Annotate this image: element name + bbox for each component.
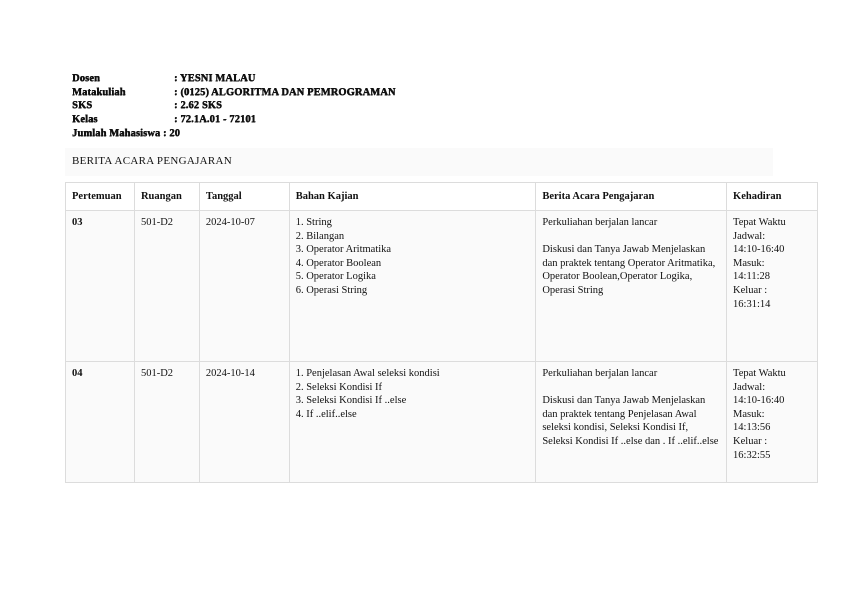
kelas-value: : 72.1A.01 - 72101 xyxy=(174,114,257,126)
jadwal-label: Jadwal: xyxy=(733,381,766,393)
bahan-kajian-cell xyxy=(289,211,536,362)
jumlah-value: : 20 xyxy=(160,127,180,139)
tanggal-cell: 2024-10-07 xyxy=(199,211,289,362)
bahan-item: 2. Bilangan xyxy=(295,230,345,242)
keluar-label: Keluar : xyxy=(733,435,768,447)
dosen-label: Dosen xyxy=(72,73,100,84)
dosen-value: : YESNI MALAU xyxy=(174,73,256,84)
jadwal-value: 14:10-16:40 xyxy=(733,244,785,256)
th-bahan-kajian: Bahan Kajian xyxy=(289,183,536,211)
bahan-kajian-cell xyxy=(289,362,536,483)
bahan-item: 5. Operator Logika xyxy=(295,271,376,283)
header-row-sks xyxy=(72,99,396,113)
bahan-item: 4. Operator Boolean xyxy=(295,257,382,269)
masuk-value: 14:11:28 xyxy=(733,271,770,283)
table-header-row xyxy=(66,183,818,211)
th-ruangan: Ruangan xyxy=(134,183,199,211)
bahan-item: 3. Seleksi Kondisi If ..else xyxy=(295,395,407,407)
table-row xyxy=(66,362,818,483)
kelas-label: Kelas xyxy=(72,114,98,126)
bahan-item: 4. If ..elif..else xyxy=(295,408,357,420)
berita-status: Perkuliahan berjalan lancar xyxy=(542,368,658,379)
berita-status: Perkuliahan berjalan lancar xyxy=(542,217,658,228)
bahan-item: 1. Penjelasan Awal seleksi kondisi xyxy=(295,368,440,379)
matakuliah-label: Matakuliah xyxy=(72,86,126,98)
berita-detail: Diskusi dan Tanya Jawab Menjelaskan dan praktek tentang Penjelasan Awal seleksi kondisi, Seleksi Kondisi If, Seleksi Kondisi If ..else dan . If ..elif..else xyxy=(542,395,719,447)
matakuliah-value: : (0125) ALGORITMA DAN PEMROGRAMAN xyxy=(174,86,396,98)
masuk-label: Masuk: xyxy=(733,257,765,269)
th-tanggal: Tanggal xyxy=(199,183,289,211)
pertemuan-cell: 04 xyxy=(66,362,135,483)
masuk-label: Masuk: xyxy=(733,408,765,420)
pertemuan-cell: 03 xyxy=(66,211,135,362)
jadwal-label: Jadwal: xyxy=(733,230,766,242)
course-header xyxy=(72,72,396,141)
jadwal-value: 14:10-16:40 xyxy=(733,395,785,407)
header-row-jumlah xyxy=(72,127,396,141)
bahan-item: 1. String xyxy=(295,217,332,228)
berita-acara-cell xyxy=(536,211,727,362)
bahan-item: 2. Seleksi Kondisi If xyxy=(295,381,383,393)
tanggal-cell: 2024-10-14 xyxy=(199,362,289,483)
table-row xyxy=(66,211,818,362)
bahan-item: 3. Operator Aritmatika xyxy=(295,244,392,256)
berita-acara-cell xyxy=(536,362,727,483)
masuk-value: 14:13:56 xyxy=(733,422,771,434)
th-berita-acara: Berita Acara Pengajaran xyxy=(536,183,727,211)
kehadiran-status: Tepat Waktu xyxy=(733,368,786,379)
header-row-dosen xyxy=(72,72,396,86)
jumlah-label: Jumlah Mahasiswa xyxy=(72,127,161,139)
berita-detail: Diskusi dan Tanya Jawab Menjelaskan dan praktek tentang Operator Aritmatika, Operator Boolean,Operator Logika, Operasi String xyxy=(542,244,716,296)
section-title: BERITA ACARA PENGAJARAN xyxy=(72,155,233,167)
kehadiran-status: Tepat Waktu xyxy=(733,217,786,228)
kehadiran-cell xyxy=(727,211,818,362)
keluar-label: Keluar : xyxy=(733,284,768,296)
th-kehadiran: Kehadiran xyxy=(727,183,818,211)
bahan-item: 6. Operasi String xyxy=(295,284,368,296)
keluar-value: 16:32:55 xyxy=(733,449,771,461)
header-row-matakuliah xyxy=(72,86,396,100)
sks-value: : 2.62 SKS xyxy=(174,100,222,112)
ruangan-cell: 501-D2 xyxy=(134,362,199,483)
kehadiran-cell xyxy=(727,362,818,483)
keluar-value: 16:31:14 xyxy=(733,298,771,310)
header-row-kelas xyxy=(72,113,396,127)
ruangan-cell: 501-D2 xyxy=(134,211,199,362)
sks-label: SKS xyxy=(72,100,93,112)
th-pertemuan: Pertemuan xyxy=(66,183,135,211)
berita-acara-table xyxy=(65,182,818,483)
